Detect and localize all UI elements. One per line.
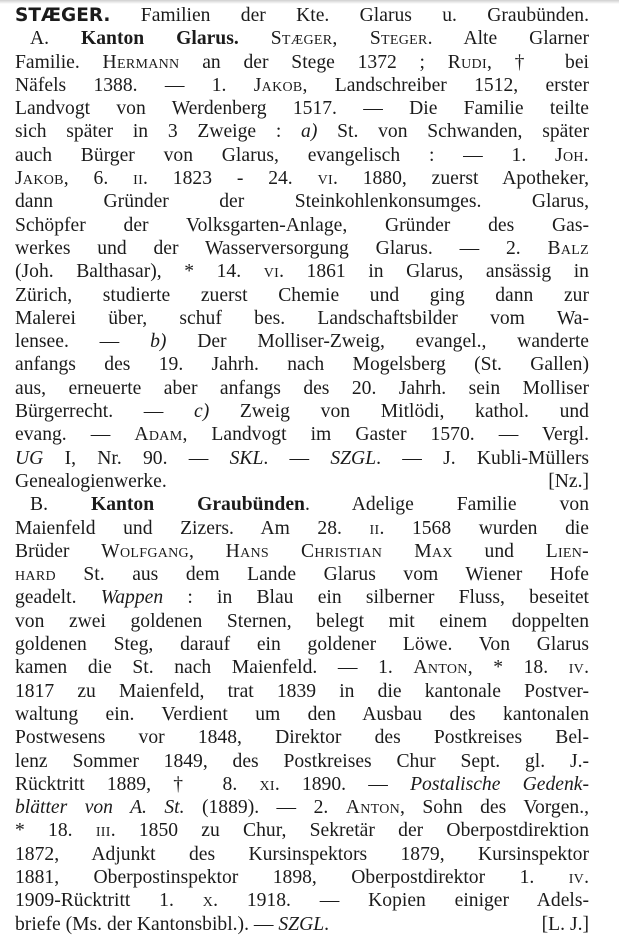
text-run: Familie. [15,51,103,73]
text-line [15,27,589,50]
text-run: Maienfeld und Zizers. Am 28. [15,517,370,539]
text-run: Genealogienwerke. [15,470,167,492]
text-run: (1889). — 2. [184,797,346,819]
text-line [15,750,589,773]
text-line [15,773,589,796]
text-line [15,819,589,842]
entry-headword: STÆGER. [15,5,111,26]
text-line [15,377,589,400]
line-text [15,470,167,493]
text-run: SZGL [278,913,325,935]
text-line [15,586,589,609]
text-run: blätter von A. St. [15,797,185,819]
text-line [15,353,589,376]
text-line [15,517,589,540]
text-run: goldenen Steg, darauf ein goldener Löwe. Von Glarus [15,634,589,656]
text-run: auch Bürger von Glarus, evangelisch : — 1. [15,144,556,166]
text-line [15,51,589,74]
text-run: . 1850 zu Chur, Sekretär der Oberpostdirektion [110,820,589,842]
text-run: : in Blau ein silberner Fluss, beseitet [163,587,589,609]
text-run: St. von Schwanden, später [317,121,589,143]
text-run: Malerei über, schuf bes. Landschaftsbilder vom Wa- [15,307,589,329]
text-run: evang. — [15,424,135,446]
text-run: . 1880, zuerst Apotheker, [332,168,590,190]
text-run: SZGL [330,447,377,469]
text-line [15,447,589,470]
text-line [15,540,589,563]
text-run: Wappen [100,587,164,609]
text-run: Schöpfer der Volksgarten-Anlage, Gründer des Gas- [15,214,589,236]
text-run: iv [568,657,585,679]
text-line [15,656,589,679]
text-run: sich später in 3 Zweige : [15,121,302,143]
text-line [15,307,589,330]
text-run: hard [15,564,56,586]
text-run: Familien der Kte. Glarus u. Graubünden. [110,5,589,26]
text-line [15,74,589,97]
text-line [15,260,589,283]
text-run: (Joh. Balthasar), * 14. [15,261,264,283]
text-run: Postalische Gedenk- [410,773,589,795]
text-run: Rücktritt 1889, † 8. [15,773,260,795]
text-run: waltung ein. Verdient um den Ausbau des kantonalen [15,703,589,725]
text-run: Bürgerrecht. — [15,401,195,423]
text-run: dann Gründer der Steinkohlenkonsumges. Glarus, [15,191,589,213]
text-line [15,843,589,866]
text-run: von zwei goldenen Sternen, belegt mit einem doppelten [15,610,589,632]
text-run: Hans Christian Max [225,540,453,562]
text-run: , † bei [486,51,589,73]
text-run: vi [263,261,280,283]
text-run: , Landschreiber 1512, erster [302,74,589,96]
text-run: Rudi [447,51,487,73]
text-run: vi [317,168,333,190]
text-run: , [188,540,226,562]
text-run: geadelt. [15,587,101,609]
text-line [15,400,589,423]
text-line [15,563,589,586]
text-run: 1817 zu Maienfeld, trat 1839 in die kantonale Postver- [15,680,589,702]
text-line [15,237,589,260]
text-line [15,423,589,446]
author-initials: [Nz.] [548,470,589,492]
text-run: . Adelige Familie von [304,494,589,516]
text-line [15,866,589,889]
text-line [15,214,589,237]
text-line [15,330,589,353]
text-run: briefe (Ms. der Kantonsbibl.). — [15,913,279,935]
text-run: Joh. [555,144,589,166]
text-run: Zürich, studierte zuerst Chemie und ging dann zur [15,284,589,306]
text-run: Der Molliser-Zweig, evangel., wanderte [166,331,589,353]
text-run: aus, erneuerte aber anfangs des 20. Jahrh. sein Molliser [15,377,589,399]
text-run: Lien- [545,540,590,562]
text-run [239,28,271,49]
text-run: lensee. — [15,331,151,353]
text-line [15,493,589,516]
text-line [15,167,589,190]
text-run: A. [30,28,82,50]
text-line [15,97,589,120]
text-line [15,190,589,213]
text-line [15,284,589,307]
text-line [15,470,589,493]
text-run: an der Stege 1372 ; [179,51,448,73]
text-run: c) [194,401,210,423]
text-run: , Landvogt im Gaster 1570. — Vergl. [182,424,589,446]
text-run: . [584,866,589,888]
author-initials: [L. J.] [541,913,589,935]
text-run: Näfels 1388. — 1. [15,74,254,96]
text-run: ii [369,517,380,539]
text-line [15,120,589,143]
text-run: 1881, Oberpostinspektor 1898, Oberpostdirektor 1. [15,866,569,888]
text-run: St. aus dem Lande Glarus vom Wiener Hofe [55,564,589,586]
line-text [15,913,329,936]
text-run: a) [301,121,318,143]
text-run: , * 18. [467,657,569,679]
text-run: Hermann [102,51,180,73]
text-run: Balz [547,237,589,259]
text-run: und [452,540,546,562]
text-run: Wolfgang [101,540,189,562]
text-run: Anton [345,797,401,819]
text-run: Landvogt von Werdenberg 1517. — Die Familie teilte [15,98,589,120]
text-run: lenz Sommer 1849, des Postkreises Chur Sept. gl. J.- [15,750,589,772]
text-run: . 1918. — Kopien einiger Adels- [213,890,589,912]
text-line [15,889,589,912]
text-run: . — [263,447,331,469]
text-run: SKL [229,447,264,469]
text-run: b) [150,331,167,353]
text-run: x [202,890,214,912]
text-run: Anton [413,657,468,679]
text-run: xi [259,773,275,795]
text-run: Stæger, Steger [270,28,428,50]
text-run: Brüder [15,540,102,562]
text-run: kamen die St. nach Maienfeld. — 1. [15,657,414,679]
text-run: 1909-Rücktritt 1. [15,890,203,912]
article-column [15,4,589,936]
text-run: , Sohn des Vorgen., [400,797,589,819]
text-run: * 18. [15,820,96,842]
text-run: . 1568 wurden die [379,517,590,539]
text-line [15,726,589,749]
text-run: iii [95,820,111,842]
text-run: . 1861 in Glarus, ansässig in [279,261,589,283]
text-run: . Alte Glarner [427,28,589,50]
text-run: B. [30,494,91,516]
text-run: . [324,913,330,935]
section-heading: Kanton Glarus. [81,28,239,50]
text-line [15,4,589,27]
text-run: 1872, Adjunkt des Kursinspektors 1879, Kursinspektor [15,843,589,865]
text-run: Jakob [253,74,303,96]
section-heading: Kanton Graubünden [90,494,305,516]
text-run: werkes und der Wasserversorgung Glarus. — 2. [15,237,548,259]
text-run: , 6. [63,168,134,190]
text-run: iv [568,866,585,888]
text-run: . 1823 - 24. [143,168,318,190]
text-line [15,680,589,703]
text-run: anfangs des 19. Jahrh. nach Mogelsberg (St. Gallen) [15,354,589,376]
text-line [15,913,589,936]
text-run: UG [15,447,44,469]
text-run: Adam [134,424,183,446]
text-run: Zweig von Mitlödi, kathol. und [209,401,589,423]
text-run: Postwesens vor 1848, Direktor des Postkreises Bel- [15,727,589,749]
text-run: I, Nr. 90. — [43,447,230,469]
text-line [15,633,589,656]
text-run: . 1890. — [274,773,411,795]
text-run: . [584,657,589,679]
text-run: Jakob [15,168,64,190]
text-run: . — J. Kubli-Müllers [376,447,589,469]
text-run: ii [133,168,144,190]
text-line [15,796,589,819]
text-line [15,703,589,726]
text-line [15,144,589,167]
text-line [15,610,589,633]
